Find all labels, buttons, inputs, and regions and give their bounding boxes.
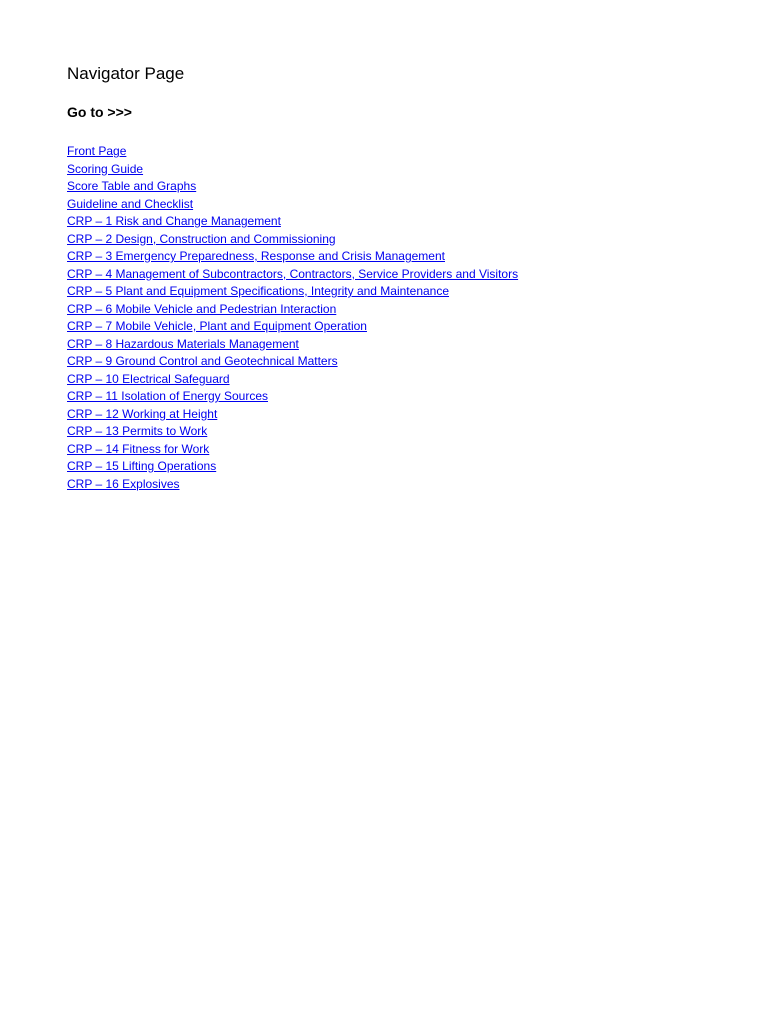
link-score-table-and-graphs[interactable]: Score Table and Graphs [67,179,197,193]
link-crp-10[interactable]: CRP – 10 Electrical Safeguard [67,371,230,386]
list-item [67,282,747,300]
list-item [67,387,747,405]
goto-heading: Go to >>> [67,104,132,120]
link-crp-11[interactable]: CRP – 11 Isolation of Energy Sources [67,389,268,403]
list-item [67,142,747,160]
link-crp-13[interactable]: CRP – 13 Permits to Work [67,424,208,438]
list-item [67,370,747,388]
list-item [67,317,747,335]
list-item [67,352,747,370]
list-item [67,335,747,353]
navigator-page [67,63,747,492]
list-item [67,247,747,265]
list-item [67,177,747,195]
list-item [67,457,747,475]
link-crp-1[interactable]: CRP – 1 Risk and Change Management [67,214,281,228]
link-crp-9[interactable]: CRP – 9 Ground Control and Geotechnical Matters [67,354,338,368]
link-crp-14[interactable]: CRP – 14 Fitness for Work [67,441,210,456]
page-title: Navigator Page [67,64,185,83]
list-item [67,212,747,230]
link-crp-15[interactable]: CRP – 15 Lifting Operations [67,459,217,473]
link-crp-2[interactable]: CRP – 2 Design, Construction and Commissioning [67,231,336,246]
link-crp-3[interactable]: CRP – 3 Emergency Preparedness, Response and Crisis Management [67,249,445,263]
link-crp-16[interactable]: CRP – 16 Explosives [67,476,180,491]
list-item [67,440,747,458]
list-item [67,160,747,178]
link-crp-6[interactable]: CRP – 6 Mobile Vehicle and Pedestrian Interaction [67,301,337,316]
list-item [67,265,747,283]
link-crp-12[interactable]: CRP – 12 Working at Height [67,406,218,421]
list-item [67,405,747,423]
link-crp-7[interactable]: CRP – 7 Mobile Vehicle, Plant and Equipment Operation [67,319,367,333]
link-front-page[interactable]: Front Page [67,144,127,158]
link-guideline-and-checklist[interactable]: Guideline and Checklist [67,196,194,211]
link-crp-8[interactable]: CRP – 8 Hazardous Materials Management [67,336,299,351]
link-scoring-guide[interactable]: Scoring Guide [67,161,144,176]
list-item [67,195,747,213]
navigation-link-list [67,142,747,492]
list-item [67,300,747,318]
list-item [67,475,747,493]
link-crp-5[interactable]: CRP – 5 Plant and Equipment Specifications, Integrity and Maintenance [67,284,450,298]
link-crp-4[interactable]: CRP – 4 Management of Subcontractors, Contractors, Service Providers and Visitors [67,266,519,281]
list-item [67,230,747,248]
list-item [67,422,747,440]
